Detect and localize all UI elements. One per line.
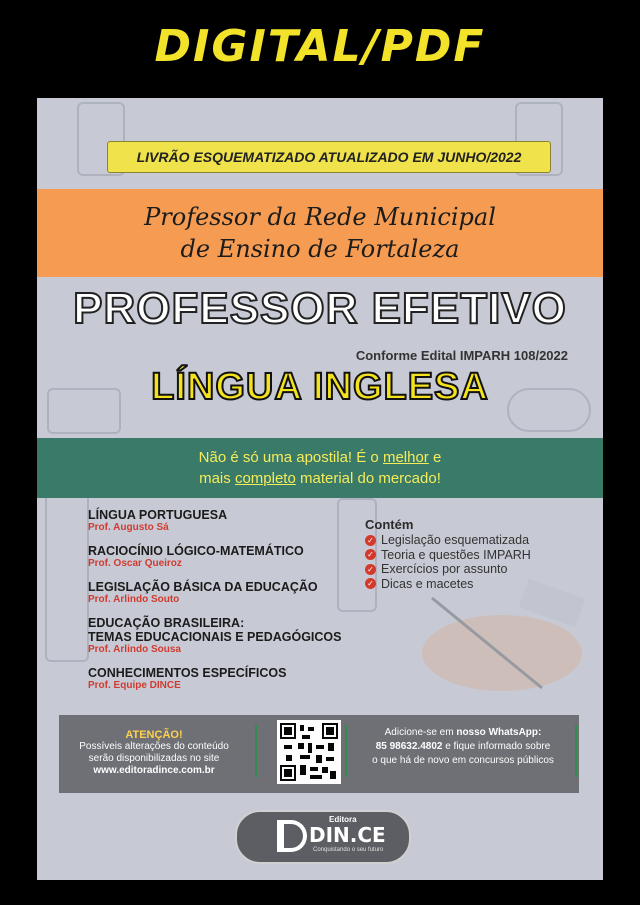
contents-item: ✓ Exercícios por assunto [365,562,565,577]
dince-d-mark [277,820,307,852]
topic-author: Prof. Arlindo Sousa [88,644,181,655]
attention-note-1: Possíveis alterações do conteúdo [79,741,229,752]
phone-booth-doodle [45,488,89,662]
topic-title: EDUCAÇÃO BRASILEIRA: [88,616,245,630]
topic-title: CONHECIMENTOS ESPECÍFICOS [88,666,287,680]
attention-box [59,729,249,776]
topic-list [88,508,388,702]
check-icon: ✓ [365,549,376,560]
dince-logo-icon [235,810,411,864]
topic-title: LÍNGUA PORTUGUESA [88,508,228,522]
topic-item [88,666,388,692]
book-cover [37,98,603,880]
attention-note-2: serão disponibilizadas no site [88,753,220,764]
position-title: PROFESSOR EFETIVO [73,284,567,333]
check-icon: ✓ [365,535,376,546]
contents-item: ✓ Dicas e macetes [365,577,565,592]
banner-title: DIGITAL/PDF [154,20,486,72]
topic-author: Prof. Oscar Queiroz [88,558,182,569]
subject-title: LÍNGUA INGLESA [151,366,489,408]
contents-item: ✓ Legislação esquematizada [365,533,565,548]
top-banner [0,0,640,92]
attention-label: ATENÇÃO! [125,729,183,741]
topic-item [88,508,388,534]
qr-code-icon[interactable] [277,720,341,784]
contents-item: ✓ Teoria e questões IMPARH [365,548,565,563]
topic-title: LEGISLAÇÃO BÁSICA DA EDUCAÇÃO [88,580,318,594]
tagline-line-2: mais completo material do mercado! [199,470,441,487]
footer-bar [59,715,579,793]
whatsapp-number: 85 98632.4802 [375,741,443,752]
tagline-line-1: Não é só uma apostila! É o melhor e [198,449,442,466]
divider [575,725,577,777]
topic-title-line-2: TEMAS EDUCACIONAIS E PEDAGÓGICOS [88,630,342,644]
update-note: LIVRÃO ESQUEMATIZADO ATUALIZADO EM JUNHO/2022 [136,149,522,165]
institution-line-2: de Ensino de Fortaleza [180,235,460,263]
contents-heading: Contém [365,517,414,532]
edital-note: Conforme Edital IMPARH 108/2022 [355,348,568,363]
topic-item [88,544,388,570]
divider [255,725,257,777]
logo-slogan: Conquistando o seu futuro [313,847,384,853]
logo-editora: Editora [329,815,357,824]
topic-item [88,616,388,656]
topic-author: Prof. Augusto Sá [88,522,169,533]
check-icon: ✓ [365,564,376,575]
tagline-band [37,435,603,498]
logo-name: DIN.CE [309,823,386,847]
whatsapp-info: Adicione-se em nosso WhatsApp: 85 98632.4802 e fique informado sobre o que há de novo em concursos públicos [372,727,554,766]
topic-title: RACIOCÍNIO LÓGICO-MATEMÁTICO [88,544,304,558]
topic-item [88,580,388,606]
topic-author: Prof. Equipe DINCE [88,680,181,691]
update-note-pill [107,141,551,173]
check-icon: ✓ [365,578,376,589]
institution-band [37,189,603,277]
writing-hand-illustration [392,578,592,698]
topic-author: Prof. Arlindo Souto [88,594,180,605]
site-link[interactable]: www.editoradince.com.br [93,765,215,776]
institution-line-1: Professor da Rede Municipal [144,203,496,231]
